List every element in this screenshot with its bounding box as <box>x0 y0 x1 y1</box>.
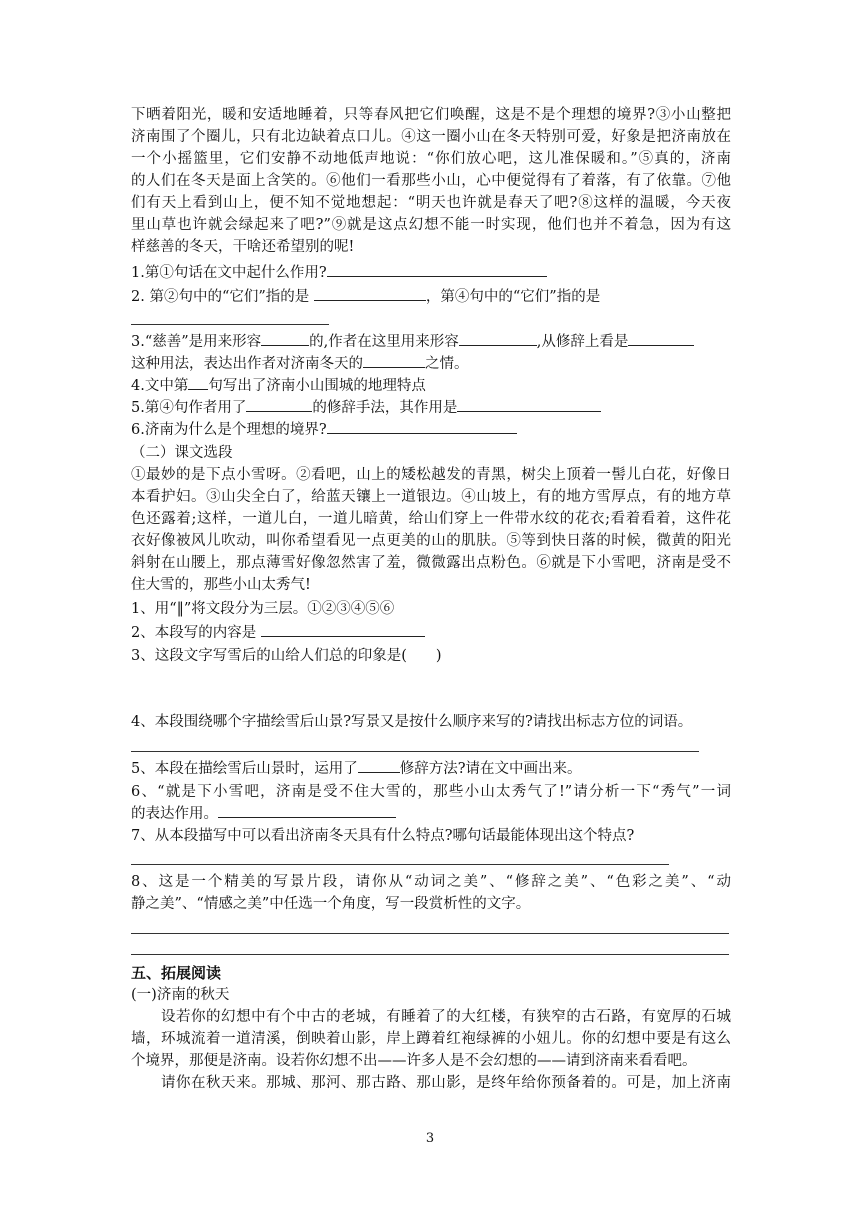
question-text: 2、本段写的内容是 <box>131 625 257 641</box>
passage-line: 里山草也许就会绿起来了吧?”⑨就是这点幻想不能一时实现，他们也并不着急，因为有这 <box>131 217 731 233</box>
answer-blank[interactable] <box>314 286 426 301</box>
answer-line[interactable] <box>131 954 729 955</box>
page-number: 3 <box>425 1131 435 1146</box>
answer-blank[interactable] <box>188 375 208 390</box>
answer-blank[interactable] <box>327 419 517 434</box>
question-text: 6.济南为什么是个理想的境界? <box>131 422 327 438</box>
answer-blank[interactable] <box>218 803 396 818</box>
passage-line: 色还露着;这样，一道儿白，一道儿暗黄，给山们穿上一件带水纹的花衣;看着看着，这件花 <box>131 511 731 527</box>
question-text: 的,作者在这里用来形容 <box>309 334 459 350</box>
question-text: 1.第①句话在文中起什么作用? <box>131 265 327 281</box>
question-text: 3.“慈善”是用来形容 <box>131 334 262 350</box>
question-3: 3、这段文字写雪后的山给人们总的印象是( ) <box>131 648 442 664</box>
question-1 <box>131 262 731 284</box>
passage-line: 的人们在冬天是面上含笑的。⑥他们一看那些小山，心中便觉得有了着落，有了依靠。⑦他 <box>131 173 731 189</box>
passage-line: 本看护妇。③山尖全白了，给蓝天镶上一道银边。④山坡上，有的地方雪厚点，有的地方草 <box>131 489 731 505</box>
passage-line: 下晒着阳光，暖和安适地睡着，只等春风把它们唤醒，这是不是个理想的境界?③小山整把 <box>131 107 731 123</box>
question-7: 7、从本段描写中可以看出济南冬天具有什么特点?哪句话最能体现出这个特点? <box>131 828 635 844</box>
question-text: 4.文中第 <box>131 378 189 394</box>
answer-blank[interactable] <box>457 397 601 412</box>
question-text: 的表达作用。 <box>131 806 218 822</box>
passage-line: 一个小摇篮里，它们安静不动地低声地说：“你们放心吧，这儿准保暖和。”⑤真的，济南 <box>131 151 731 167</box>
answer-blank[interactable] <box>246 397 312 412</box>
answer-blank[interactable] <box>363 353 425 368</box>
question-text: ,从修辞上看是 <box>536 334 629 350</box>
question-2 <box>131 286 731 308</box>
question-4: 4、本段围绕哪个字描绘雪后山景?写景又是按什么顺序来写的?请找出标志方位的词语。 <box>131 714 693 730</box>
question-6-cont <box>131 803 731 825</box>
question-text: ，第④句中的“它们”指的是 <box>425 289 601 305</box>
question-text: 5.第④句作者用了 <box>131 400 247 416</box>
passage-line: 斜射在山腰上，那点薄雪好像忽然害了羞，微微露出点粉色。⑥就是下小雪吧，济南是受不 <box>131 555 731 571</box>
passage-line: 个境界，那便是济南。设若你幻想不出——许多人是不会幻想的——请到济南来看看吧。 <box>131 1053 697 1069</box>
passage-line: 设若你的幻想中有个中古的老城，有睡着了的大红楼，有狭窄的古石路，有宽厚的石城 <box>161 1009 731 1025</box>
passage-line: 墙，环城流着一道清溪，倒映着山影，岸上蹲着红袍绿裤的小妞儿。你的幻想中要是有这么 <box>131 1031 731 1047</box>
question-6 <box>131 419 731 441</box>
answer-line[interactable] <box>131 933 729 934</box>
answer-blank[interactable] <box>261 331 309 346</box>
passage-line: 请你在秋天来。那城、那河、那古路、那山影，是终年给你预备着的。可是，加上济南 <box>161 1075 731 1091</box>
question-text: 的修辞手法，其作用是 <box>312 400 458 416</box>
answer-line[interactable] <box>131 324 329 325</box>
question-5 <box>131 397 731 419</box>
question-5 <box>131 758 731 780</box>
section-heading: （二）课文选段 <box>131 445 233 461</box>
section-heading: 五、拓展阅读 <box>131 964 222 982</box>
answer-blank[interactable] <box>459 331 537 346</box>
answer-blank[interactable] <box>327 262 547 277</box>
subsection-heading: (一)济南的秋天 <box>131 987 230 1003</box>
passage-line: 们有天上看到山上，便不知不觉地想起：“明天也许就是春天了吧?⑧这样的温暖，今天夜 <box>131 195 731 211</box>
answer-line[interactable] <box>131 864 669 865</box>
passage-line: 济南围了个圈儿，只有北边缺着点口儿。④这一圈小山在冬天特别可爱，好象是把济南放在 <box>131 129 731 145</box>
answer-line[interactable] <box>131 751 699 752</box>
question-3 <box>131 331 731 353</box>
passage-line: 住大雪的，那些小山太秀气! <box>131 577 311 593</box>
question-6: 6、“就是下小雪吧，济南是受不住大雪的，那些小山太秀气了!”请分析一下“秀气”一词 <box>131 784 731 800</box>
question-2 <box>131 622 731 644</box>
answer-blank[interactable] <box>628 331 694 346</box>
question-text: 句写出了济南小山围城的地理特点 <box>208 378 426 394</box>
answer-blank[interactable] <box>358 758 400 773</box>
question-4 <box>131 375 731 397</box>
question-text: 5、本段在描绘雪后山景时，运用了 <box>131 761 358 777</box>
passage-line: 样慈善的冬天，干啥还希望别的呢! <box>131 239 355 255</box>
answer-blank[interactable] <box>261 622 425 637</box>
question-text: 修辞方法?请在文中画出来。 <box>399 761 582 777</box>
passage-line: ①最妙的是下点小雪呀。②看吧，山上的矮松越发的青黑，树尖上顶着一髻儿白花，好像日 <box>131 467 731 483</box>
question-3-cont <box>131 353 731 375</box>
question-8: 8、这是一个精美的写景片段，请你从“动词之美”、“修辞之美”、“色彩之美”、“动 <box>131 874 731 890</box>
question-text: 2. 第②句中的“它们”指的是 <box>131 289 310 305</box>
question-8-cont: 静之美”、“情感之美”中任选一个角度，写一段赏析性的文字。 <box>131 896 531 912</box>
passage-line: 衣好像被风儿吹动，叫你希望看见一点更美的山的肌肤。⑤等到快日落的时候，微黄的阳光 <box>131 533 731 549</box>
question-1: 1、用“‖”将文段分为三层。①②③④⑤⑥ <box>131 601 395 617</box>
question-text: 之情。 <box>425 356 469 372</box>
question-text: 这种用法，表达出作者对济南冬天的 <box>131 356 363 372</box>
